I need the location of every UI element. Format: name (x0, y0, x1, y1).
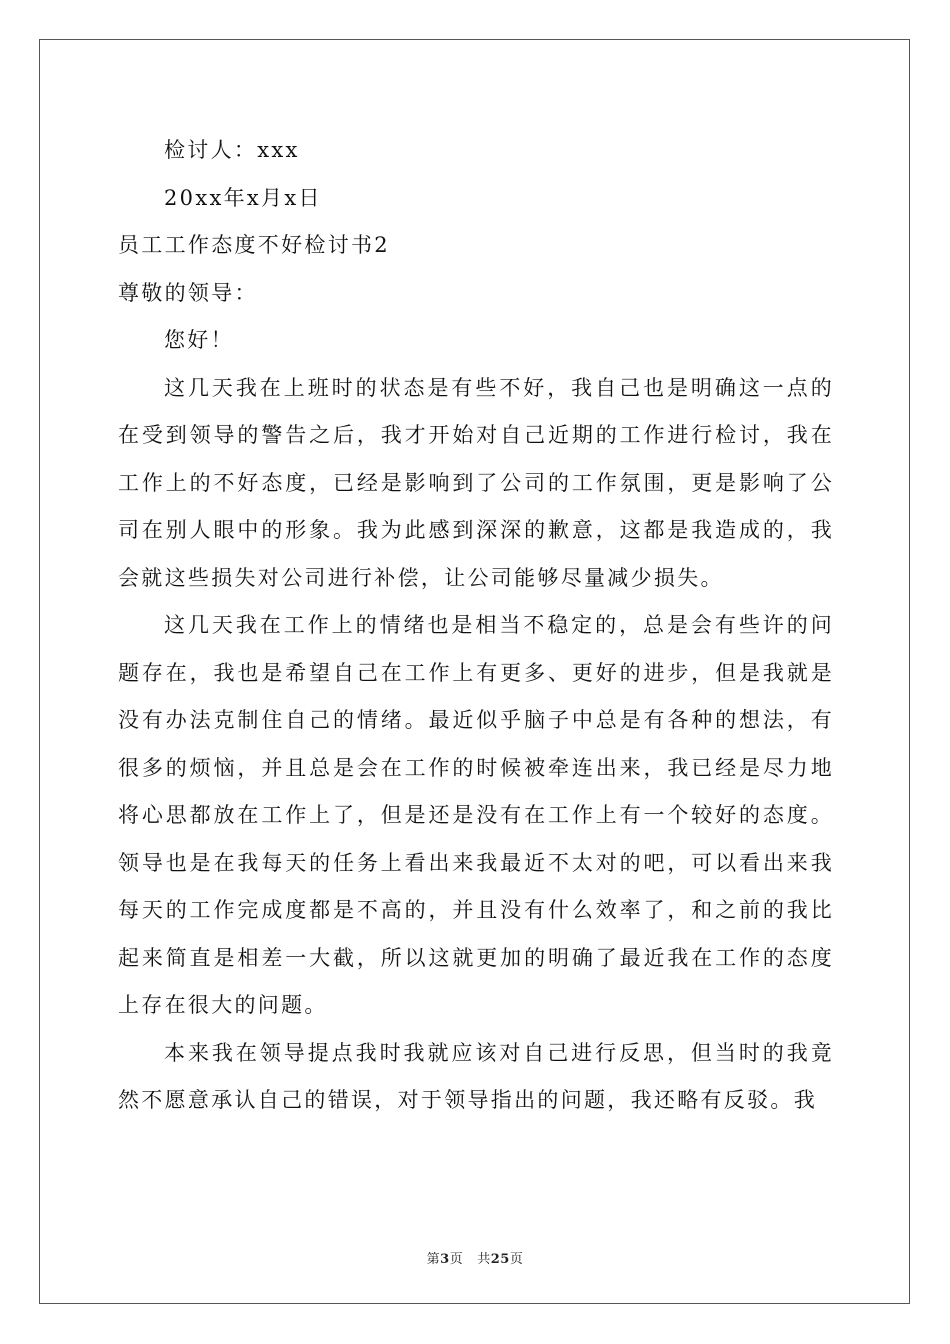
total-suffix: 页 (509, 1252, 524, 1267)
document-body (118, 127, 834, 1125)
salutation: 尊敬的领导： (118, 280, 258, 305)
page-suffix: 页 (449, 1252, 464, 1267)
paragraph-3: 本来我在领导提点我时我就应该对自己进行反思，但当时的我竟然不愿意承认自己的错误，对于领导指出的问题，我还略有反驳。我 (118, 1040, 834, 1112)
document-heading: 员工工作态度不好检讨书2 (118, 233, 390, 257)
page-number: 3 (440, 1252, 450, 1267)
total-prefix: 共 (477, 1252, 491, 1267)
date-line: 20xx年x月x日 (164, 185, 322, 210)
page-prefix: 第 (426, 1252, 441, 1267)
reviewer-line: 检讨人：xxx (164, 138, 300, 162)
greeting: 您好！ (164, 328, 234, 352)
paragraph-2: 这几天我在工作上的情绪也是相当不稳定的，总是会有些许的问题存在，我也是希望自己在工作上有更多、更好的进步，但是我就是没有办法克制住自己的情绪。最近似乎脑子中总是有各种的想法，有很多的烦恼，并且总是会在工作的时候被牵连出来，我已经是尽力地将心思都放在工作上了，但是还是没有在工作上有一个较好的态度。领导也是在我每天的任务上看出来我最近不太对的吧，可以看出来我每天的工作完成度都是不高的，并且没有什么效率了，和之前的我比起来简直是相差一大截，所以这就更加的明确了最近我在工作的态度上存在很大的问题。 (118, 613, 834, 1017)
paragraph-1: 这几天我在上班时的状态是有些不好，我自己也是明确这一点的在受到领导的警告之后，我才开始对自己近期的工作进行检讨，我在工作上的不好态度，已经是影响到了公司的工作氛围，更是影响了公司在别人眼中的形象。我为此感到深深的歉意，这都是我造成的，我会就这些损失对公司进行补偿，让公司能够尽量减少损失。 (118, 375, 834, 590)
total-pages: 25 (490, 1252, 510, 1267)
page-footer (0, 1248, 950, 1267)
